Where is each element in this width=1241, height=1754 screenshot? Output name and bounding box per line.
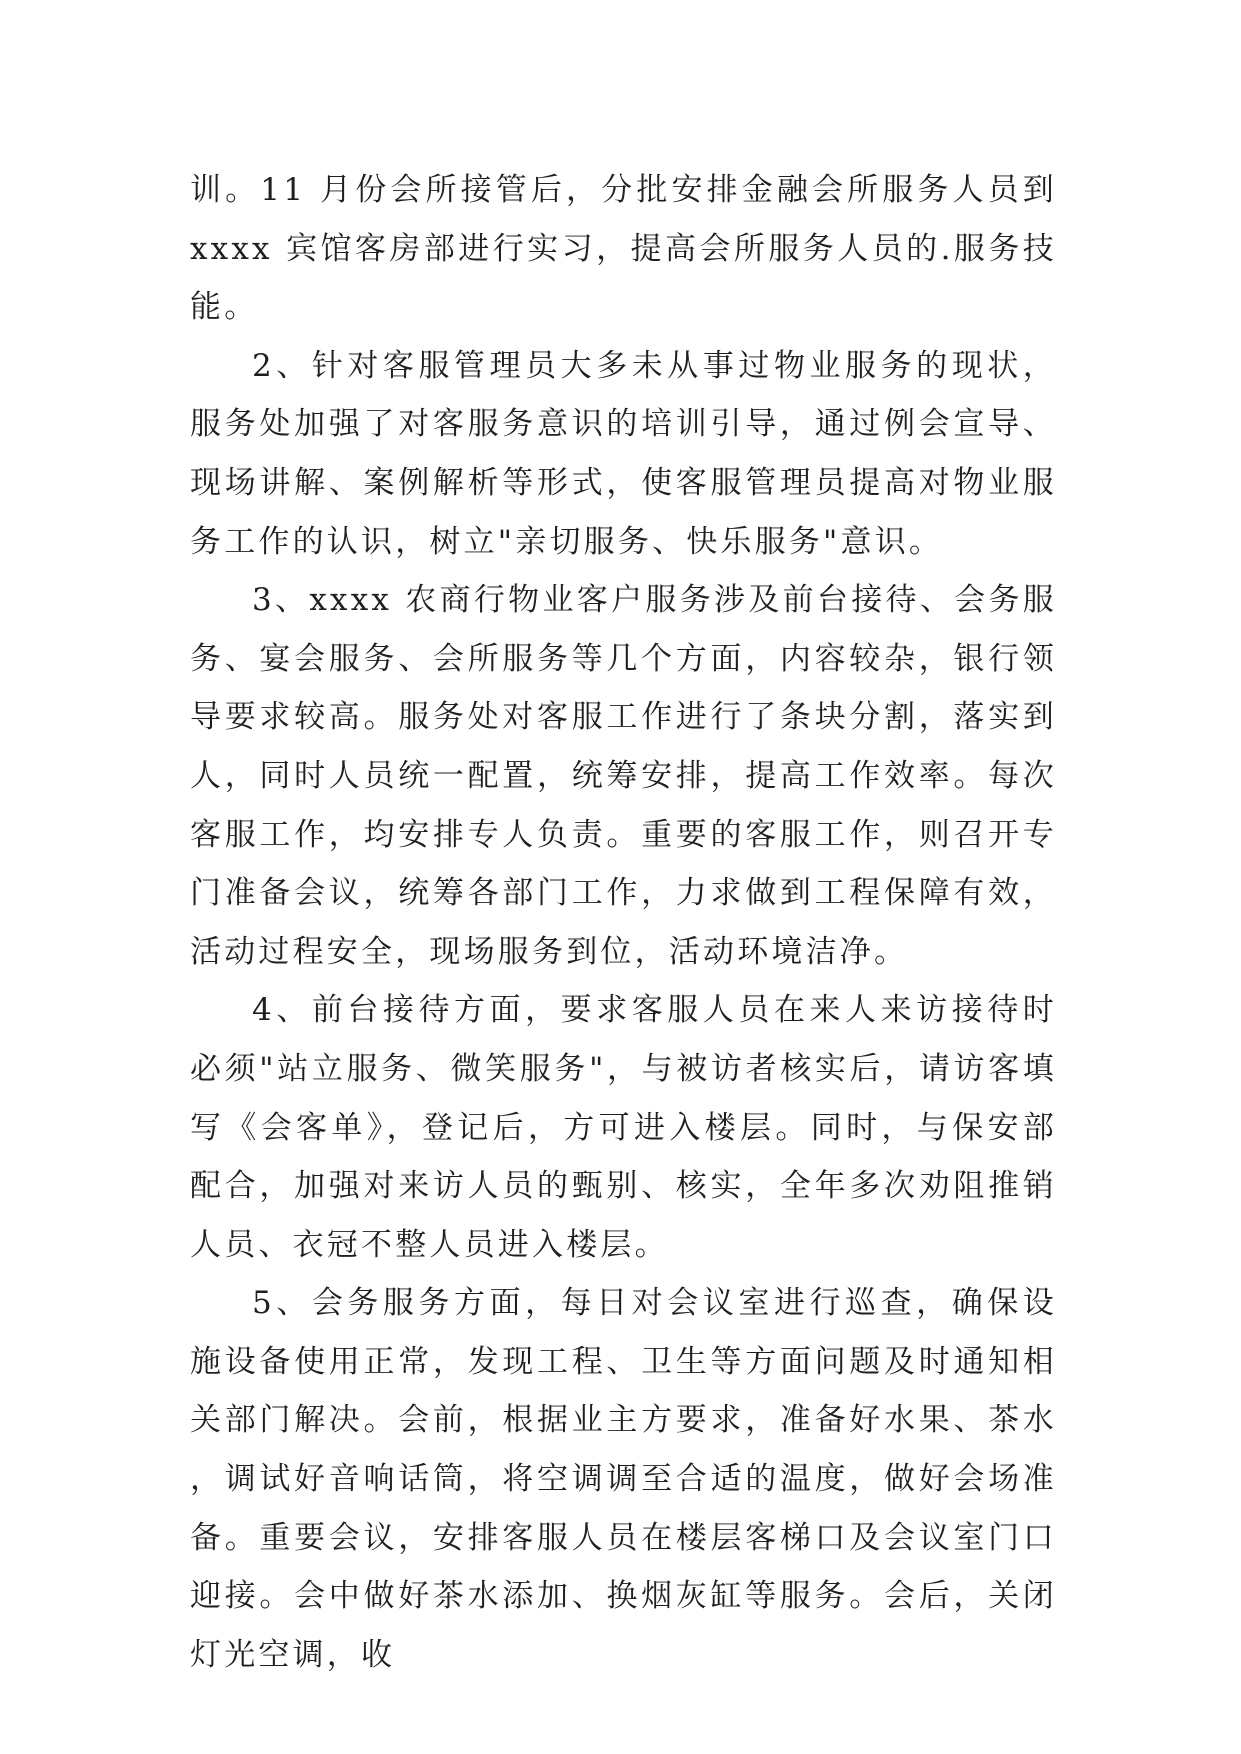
- document-body: [190, 161, 1057, 1684]
- paragraph-item-2: 2、针对客服管理员大多未从事过物业服务的现状，服务处加强了对客服务意识的培训引导，通过例会宣导、现场讲解、案例解析等形式，使客服管理员提高对物业服务工作的认识，树立"亲切服务、快乐服务"意识。: [190, 347, 1057, 560]
- paragraph-continuation: 训。11 月份会所接管后，分批安排金融会所服务人员到 xxxx 宾馆客房部进行实习，提高会所服务人员的.服务技能。: [190, 172, 1057, 326]
- paragraph-item-5: 5、会务服务方面，每日对会议室进行巡查，确保设施设备使用正常，发现工程、卫生等方面问题及时通知相关部门解决。会前，根据业主方要求，准备好水果、茶水，调试好音响话筒，将空调调至合适的温度，做好会场准备。重要会议，安排客服人员在楼层客梯口及会议室门口迎接。会中做好茶水添加、换烟灰缸等服务。会后，关闭灯光空调，收: [190, 1285, 1057, 1673]
- paragraph-item-4: 4、前台接待方面，要求客服人员在来人来访接待时必须"站立服务、微笑服务"，与被访者核实后，请访客填写《会客单》，登记后，方可进入楼层。同时，与保安部配合，加强对来访人员的甄别、核实，全年多次劝阻推销人员、衣冠不整人员进入楼层。: [190, 992, 1057, 1263]
- paragraph-item-3: 3、xxxx 农商行物业客户服务涉及前台接待、会务服务、宴会服务、会所服务等几个方面，内容较杂，银行领导要求较高。服务处对客服工作进行了条块分割，落实到人，同时人员统一配置，统筹安排，提高工作效率。每次客服工作，均安排专人负责。重要的客服工作，则召开专门准备会议，统筹各部门工作，力求做到工程保障有效，活动过程安全，现场服务到位，活动环境洁净。: [190, 582, 1057, 970]
